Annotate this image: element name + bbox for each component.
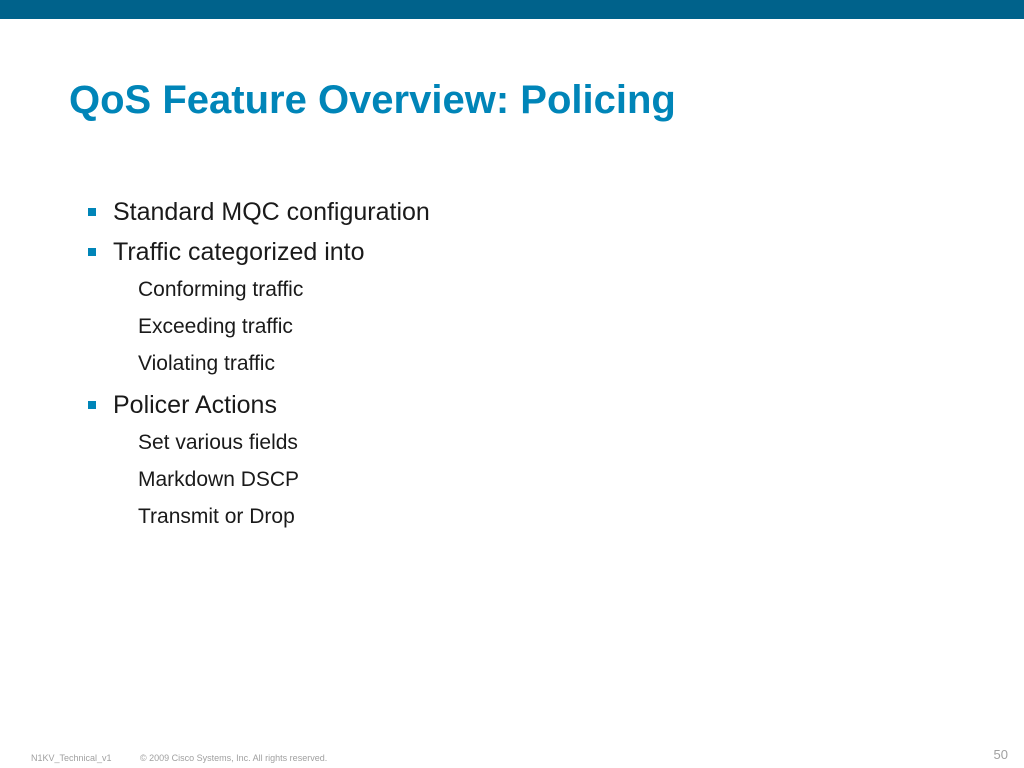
bullet-item	[88, 195, 430, 229]
bullet-row	[88, 195, 430, 229]
sub-bullet-list	[88, 424, 430, 535]
bullet-item	[88, 235, 430, 382]
top-banner-bar	[0, 0, 1024, 19]
slide-title: QoS Feature Overview: Policing	[69, 78, 676, 122]
sub-bullet-item: Violating traffic	[138, 352, 275, 375]
bullet-list	[88, 195, 430, 541]
bullet-row	[88, 235, 430, 269]
sub-bullet-item: Transmit or Drop	[138, 505, 295, 528]
bullet-text: Traffic categorized into	[113, 238, 365, 266]
square-bullet-icon	[88, 208, 96, 216]
bullet-item	[88, 388, 430, 535]
bullet-text: Policer Actions	[113, 391, 277, 419]
bullet-row	[88, 388, 430, 422]
sub-bullet-item: Conforming traffic	[138, 278, 304, 301]
bullet-text: Standard MQC configuration	[113, 198, 430, 226]
footer-document-id: N1KV_Technical_v1	[31, 753, 112, 763]
sub-bullet-item: Set various fields	[138, 431, 298, 454]
page-number: 50	[993, 747, 1008, 762]
sub-bullet-item: Markdown DSCP	[138, 468, 300, 491]
sub-bullet-list	[88, 271, 430, 382]
footer-copyright: © 2009 Cisco Systems, Inc. All rights reserved.	[140, 753, 328, 763]
square-bullet-icon	[88, 401, 96, 409]
square-bullet-icon	[88, 248, 96, 256]
sub-bullet-item: Exceeding traffic	[138, 315, 293, 338]
